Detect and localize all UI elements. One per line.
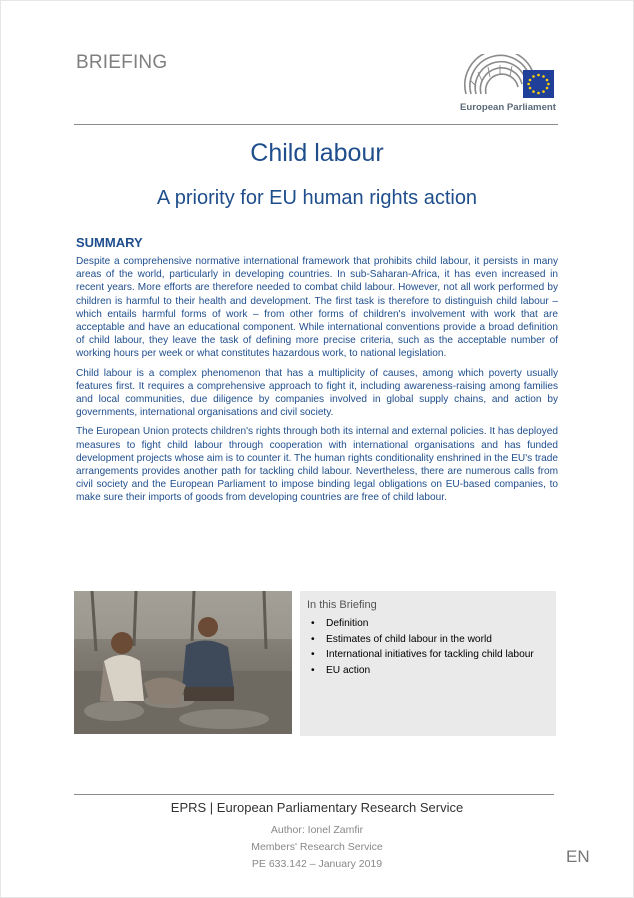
summary-paragraph: Child labour is a complex phenomenon that has a multiplicity of causes, among which poverty usually features first. It requires a comprehensive approach to fight it, including awareness-raising among families and local communities, due diligence by companies involved in global supply chains, and action by governments, international organisations and civil society.: [76, 367, 558, 419]
footer-author: Author: Ionel Zamfir: [270, 824, 364, 836]
list-item-label: EU action: [326, 664, 371, 676]
list-item: [308, 649, 549, 662]
bullet-icon: •: [311, 664, 315, 676]
list-item: [308, 634, 549, 647]
bullet-icon: •: [311, 618, 315, 629]
bullet-icon: •: [311, 633, 315, 645]
summary-paragraph: Despite a comprehensive normative international framework that prohibits child labour, it persists in many areas of the world, particularly in developing countries. In sub-Saharan-Africa, it has even increased in recent years. More efforts are therefore needed to combat child labour. However, not all work performed by children is harmful to their health and development. The first task is therefore to distinguish child labour – which entails harmful forms of work – from other forms of children's involvement with work that are acceptable and have an educational component. While international conventions provide a broad definition of child labour, they leave the task of defining more precise criteria, such as the acceptable number of working hours per week or what constitutes hazardous work, to national legislation.: [76, 256, 558, 360]
document-title: Child labour: [250, 139, 384, 167]
list-item: [308, 618, 549, 631]
header-divider: [74, 124, 558, 125]
summary-heading: SUMMARY: [76, 235, 143, 250]
footer-reference: PE 633.142 – January 2019: [251, 858, 383, 870]
summary-paragraph: The European Union protects children's rights through both its internal and external policies. It has deployed measures to fight child labour through cooperation with international organisations and has funded development projects whose aim is to counter it. The human rights conditionality enshrined in the EU's trade arrangements provides another path for tackling child labour. Nevertheless, there are numerous calls from civil society and the European Parliament to impose binding legal obligations on EU-based companies, to make sure their imports of goods from developing countries are free of child labour.: [76, 426, 559, 504]
footer-divider: [74, 794, 554, 795]
infobox-title: In this Briefing: [307, 599, 377, 611]
logo-text: European Parliament: [460, 102, 556, 113]
bullet-icon: •: [311, 649, 315, 661]
briefing-contents-list: [308, 618, 549, 680]
language-code: EN: [566, 847, 590, 866]
document-subtitle: A priority for EU human rights action: [156, 187, 478, 209]
footer-service: Members' Research Service: [251, 841, 383, 853]
document-type-label: BRIEFING: [76, 52, 168, 73]
footer-organisation: EPRS | European Parliamentary Research Service: [170, 800, 464, 815]
summary-body: [76, 255, 558, 511]
list-item: [308, 665, 549, 678]
child-labour-photo: [74, 591, 292, 734]
list-item-label: Estimates of child labour in the world: [326, 633, 492, 645]
list-item-label: Definition: [326, 618, 369, 629]
list-item-label: International initiatives for tackling child labour: [326, 649, 534, 661]
in-this-briefing-box: [300, 591, 556, 736]
